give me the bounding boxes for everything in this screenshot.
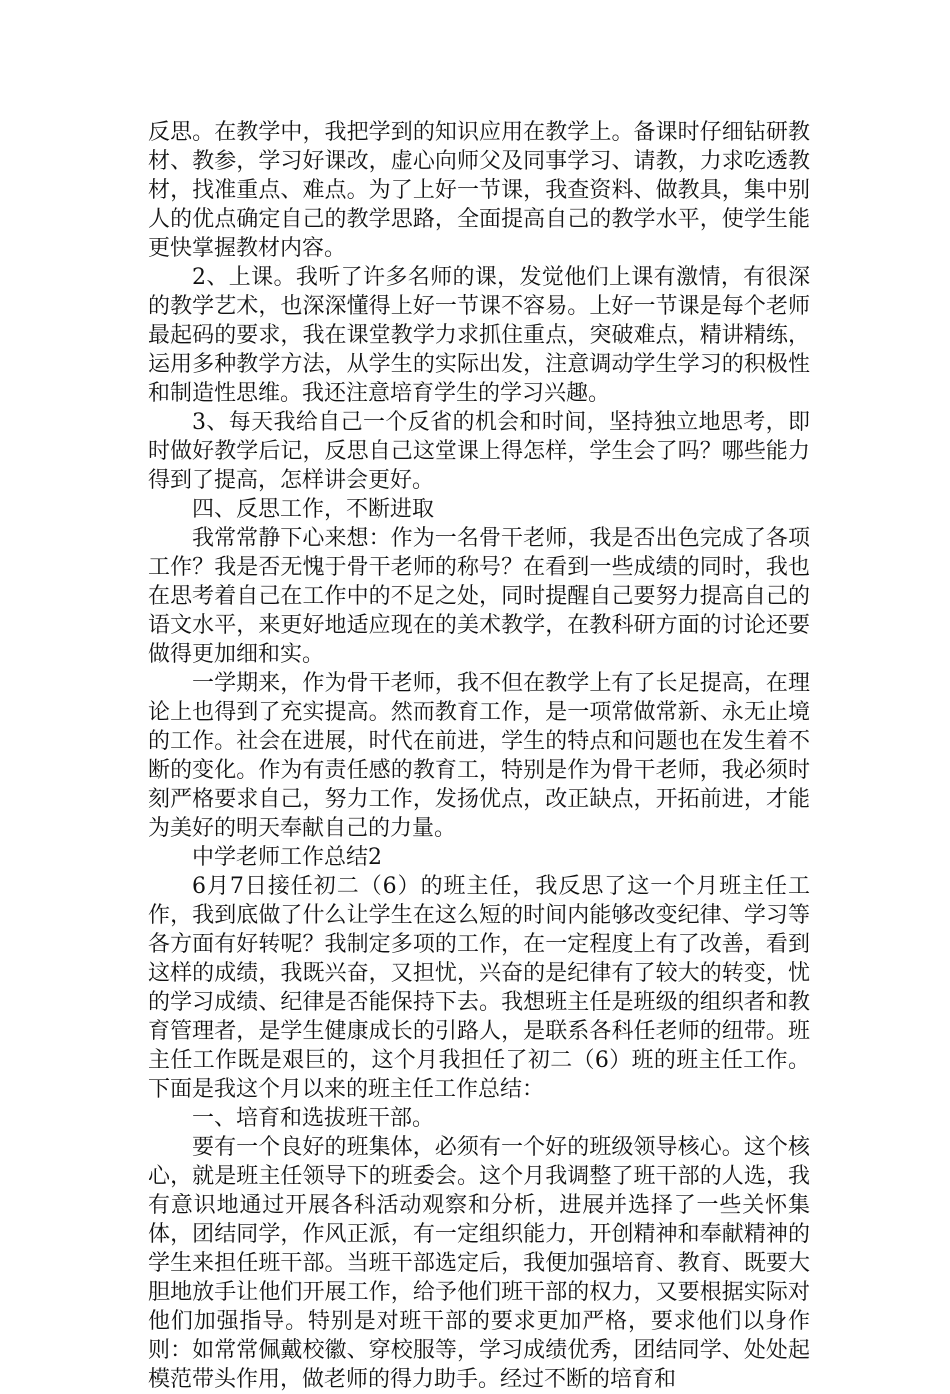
document-title: 中学老师工作总结2 — [192, 845, 382, 870]
paragraph: 要有一个良好的班集体，必须有一个好的班级领导核心。这个核心，就是班主任领导下的班委会。这个月我调整了班干部的人选，我有意识地通过开展各科活动观察和分析，进展并选择了一些关怀集体，团结同学，作风正派，有一定组织能力，开创精神和奉献精神的学生来担任班干部。当班干部选定后，我便加强培育、教育、既要大胆地放手让他们开展工作，给予他们班干部的权力，又要根据实际对他们加强指导。特别是对班干部的要求更加严格，要求他们以身作则：如常常佩戴校徽、穿校服等，学习成绩优秀，团结同学、处处起模范带头作用，做老师的得力助手。经过不断的培育和 — [148, 1135, 810, 1392]
section-heading: 四、反思工作，不断进取 — [192, 497, 435, 522]
paragraph: 2、上课。我听了许多名师的课，发觉他们上课有激情，有很深的教学艺术，也深深懂得上好一节课不容易。上好一节课是每个老师最起码的要求，我在课堂教学力求抓住重点，突破难点，精讲精练，运用多种教学方法，从学生的实际出发，注意调动学生学习的积极性和制造性思维。我还注意培育学生的学习兴趣。 — [148, 265, 810, 406]
document-body — [148, 118, 810, 1394]
paragraph: 我常常静下心来想：作为一名骨干老师，我是否出色完成了各项工作？我是否无愧于骨干老师的称号？在看到一些成绩的同时，我也在思考着自己在工作中的不足之处，同时提醒自己要努力提高自己的语文水平，来更好地适应现在的美术教学，在教科研方面的讨论还要做得更加细和实。 — [148, 526, 810, 667]
paragraph: 3、每天我给自己一个反省的机会和时间，坚持独立地思考，即时做好教学后记，反思自己这堂课上得怎样，学生会了吗？哪些能力得到了提高，怎样讲会更好。 — [148, 410, 810, 493]
paragraph: 反思。在教学中，我把学到的知识应用在教学上。备课时仔细钻研教材、教参，学习好课改，虚心向师父及同事学习、请教，力求吃透教材，找准重点、难点。为了上好一节课，我查资料、做教具，集中别人的优点确定自己的教学思路，全面提高自己的教学水平，使学生能更快掌握教材内容。 — [148, 120, 810, 261]
paragraph: 一学期来，作为骨干老师，我不但在教学上有了长足提高，在理论上也得到了充实提高。然而教育工作，是一项常做常新、永无止境的工作。社会在进展，时代在前进，学生的特点和问题也在发生着不断的变化。作为有责任感的教育工，特别是作为骨干老师，我必须时刻严格要求自己，努力工作，发扬优点，改正缺点，开拓前进，才能为美好的明天奉献自己的力量。 — [148, 671, 810, 841]
section-heading: 一、培育和选拔班干部。 — [192, 1106, 435, 1131]
paragraph: 6月7日接任初二（6）的班主任，我反思了这一个月班主任工作，我到底做了什么让学生在这么短的时间内能够改变纪律、学习等各方面有好转呢？我制定多项的工作，在一定程度上有了改善，看到这样的成绩，我既兴奋，又担忧，兴奋的是纪律有了较大的转变，忧的学习成绩、纪律是否能保持下去。我想班主任是班级的组织者和教育管理者，是学生健康成长的引路人，是联系各科任老师的纽带。班主任工作既是艰巨的，这个月我担任了初二（6）班的班主任工作。下面是我这个月以来的班主任工作总结： — [148, 874, 810, 1102]
